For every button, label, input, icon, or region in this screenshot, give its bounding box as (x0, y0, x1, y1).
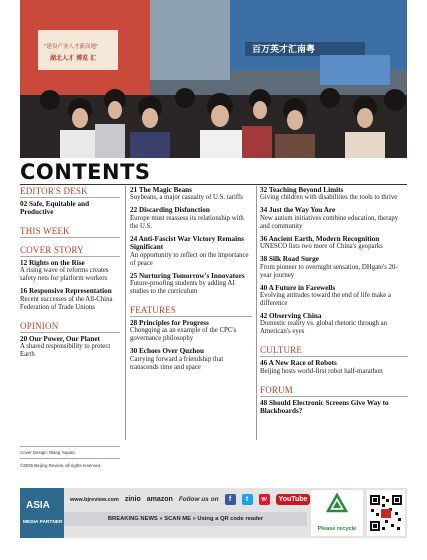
toc-entry-title: 02 Safe, Equitable and Productive (20, 200, 90, 217)
toc-entry-title: 28 Principles for Progress (130, 319, 209, 328)
toc-entry[interactable] (260, 255, 408, 279)
column-divider (125, 186, 126, 440)
section-opinion: OPINION (20, 321, 120, 333)
toc-entry-title: 40 A Future in Farewells (260, 283, 336, 292)
toc-entry[interactable] (130, 347, 252, 371)
toc-entry[interactable] (260, 399, 408, 416)
qr-code-icon (367, 490, 405, 536)
toc-entry[interactable] (130, 319, 252, 343)
banner-left-text: "建设产业人才新高地" (44, 44, 99, 50)
toc-entry-title: 16 Responsive Representation (20, 287, 112, 296)
toc-entry-title: 20 Our Power, Our Planet (20, 334, 100, 343)
column-divider (256, 186, 257, 440)
section-forum: FORUM (260, 385, 408, 397)
toc-entry[interactable] (260, 359, 408, 375)
breaking-news-strip: BREAKING NEWS » SCAN ME » Using a QR code reader (64, 512, 307, 526)
toc-entry[interactable] (20, 287, 120, 311)
toc-entry-desc: Evolving attitudes toward the end of life make a difference (260, 292, 391, 308)
toc-entry[interactable] (130, 272, 252, 296)
toc-entry-desc: From pioneer to overnight sensation, DHgate's 20-year journey (260, 263, 398, 279)
contents-column-3 (260, 186, 408, 420)
toc-entry-title: 34 Just the Way You Are (260, 206, 336, 215)
recycle-icon (326, 493, 348, 523)
contents-column-1 (20, 186, 120, 363)
please-recycle-label: Please recycle (317, 526, 357, 532)
follow-us-label: Follow us on (178, 496, 219, 503)
toc-entry-desc: UNESCO lists two more of China's geoparks (260, 243, 383, 251)
section-cover-story: COVER STORY (20, 245, 120, 257)
toc-entry-desc: Carrying forward a friendship that transcends time and space (130, 355, 224, 371)
qr-code[interactable] (367, 490, 405, 536)
toc-entry-desc: Beijing hosts world-first robot half-marathon (260, 367, 383, 375)
recycle-badge (311, 490, 363, 536)
toc-entry[interactable] (260, 284, 408, 308)
footer-links (70, 494, 310, 505)
toc-entry-desc: Future-proofing students by adding AI studies to the curriculum (130, 280, 235, 296)
toc-entry-desc: A shared responsibility to protect Earth (20, 343, 111, 359)
toc-entry-title: 46 A New Race of Robots (260, 359, 337, 368)
toc-entry-desc: Giving children with disabilities the tools to thrive (260, 194, 398, 202)
toc-entry[interactable] (20, 200, 120, 217)
contents-title: CONTENTS (20, 160, 151, 184)
section-this-week: THIS WEEK (20, 226, 120, 238)
toc-entry-title: 24 Anti-Fascist War Victory Remains Significant (130, 234, 244, 252)
toc-entry-title: 32 Teaching Beyond Limits (260, 186, 344, 194)
toc-entry-title: 48 Should Electronic Screens Give Way to Blackboards? (260, 398, 389, 416)
amazon-link[interactable]: amazon (146, 496, 173, 503)
toc-entry-title: 36 Ancient Earth, Modern Recognition (260, 234, 380, 243)
zinio-link[interactable]: zinio (124, 496, 141, 503)
toc-entry-desc: New autism initiatives combine education, therapy and community (260, 214, 399, 230)
media-partner-label: MEDIA PARTNER (23, 520, 63, 525)
copyright-notice: ©2025 Beijing Review, all rights reserved. (20, 463, 102, 468)
credit-divider (20, 446, 120, 447)
toc-entry-title: 25 Nurturing Tomorrow's Innovators (130, 271, 245, 280)
toc-entry-title: 12 Rights on the Rise (20, 258, 85, 267)
section-culture: CULTURE (260, 345, 408, 357)
asia-logo: ASIA (26, 500, 50, 511)
toc-entry-title: 21 The Magic Beans (130, 186, 192, 194)
toc-entry[interactable] (260, 186, 408, 202)
contents-column-2 (130, 186, 252, 376)
toc-entry-title: 38 Silk Road Surge (260, 255, 319, 264)
toc-entry-desc: Soybeans, a major casualty of U.S. tariffs (130, 194, 243, 202)
toc-entry[interactable] (130, 186, 252, 202)
banner-left-text-2: 湖北人才 博览 汇 (50, 55, 97, 62)
toc-entry-desc: Domestic reality vs. global rhetoric through an American's eyes (260, 320, 388, 336)
banner-right-text: 百万英才汇南粤 (252, 45, 316, 55)
toc-entry-desc: Chongqing as an example of the CPC's governance philosophy (130, 327, 237, 343)
footer-bar (20, 488, 407, 538)
toc-entry[interactable] (20, 259, 120, 283)
toc-entry-desc: Recent successes of the All-China Federation of Trade Unions (20, 295, 113, 311)
cover-photo (20, 0, 407, 158)
toc-entry-title: 22 Discarding Disfunction (130, 206, 210, 215)
weibo-icon[interactable]: w (259, 494, 270, 505)
website-link[interactable]: www.bjreview.com (70, 496, 119, 503)
toc-entry-desc: An opportunity to reflect on the importance of peace (130, 251, 249, 267)
youtube-icon[interactable]: YouTube (276, 494, 311, 505)
asia-media-partner-badge (20, 488, 64, 538)
crowd-illustration (20, 0, 407, 158)
toc-entry[interactable] (20, 335, 120, 359)
title-divider (20, 184, 407, 185)
toc-entry[interactable] (260, 206, 408, 230)
credit-divider (20, 458, 120, 459)
toc-entry[interactable] (260, 235, 408, 251)
toc-entry-desc: Europe must reassess its relationship with the U.S. (130, 214, 244, 230)
cover-design-credit: Cover Design: Wang Yajuan (20, 450, 75, 455)
facebook-icon[interactable]: f (225, 494, 236, 505)
toc-entry-title: 30 Echoes Over Quzhou (130, 347, 204, 356)
twitter-icon[interactable]: t (242, 494, 253, 505)
toc-entry-title: 42 Observing China (260, 312, 322, 321)
section-editors-desk: EDITOR'S DESK (20, 186, 120, 198)
toc-entry[interactable] (260, 312, 408, 336)
toc-entry[interactable] (130, 235, 252, 268)
toc-entry-desc: A rising wave of reforms creates safety nets for platform workers (20, 267, 109, 283)
toc-entry[interactable] (130, 206, 252, 230)
section-features: FEATURES (130, 305, 252, 317)
